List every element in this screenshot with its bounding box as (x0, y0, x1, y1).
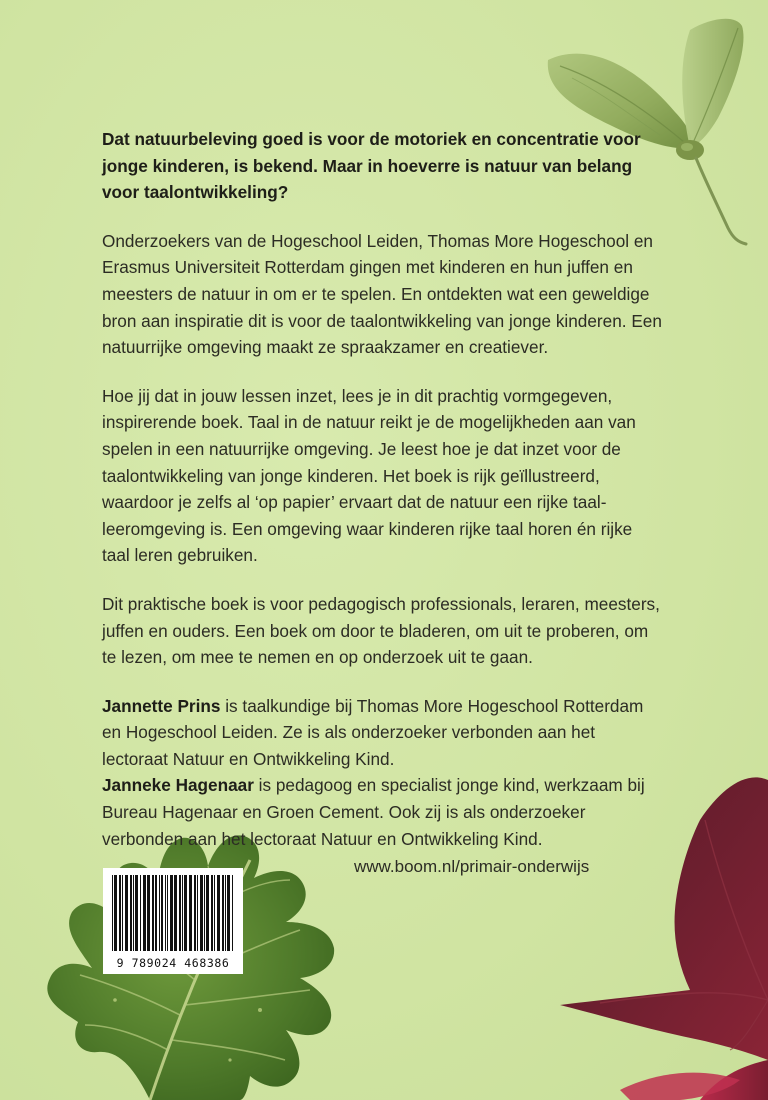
barcode-bar (170, 875, 173, 951)
barcode-bar (206, 875, 209, 951)
author-bio-1 (102, 693, 662, 773)
barcode-bar (200, 875, 203, 951)
barcode-bar (140, 875, 141, 951)
barcode-bar (165, 875, 166, 951)
intro-paragraph: Dat natuurbeleving goed is voor de motoriek en concentratie voor jonge kinderen, is bekend. Maar in hoeverre is natuur van belang voor taalontwikkeling? (102, 129, 641, 203)
barcode-bar (222, 875, 224, 951)
author-name-1: Jannette Prins (102, 695, 221, 716)
barcode-bar (161, 875, 163, 951)
barcode-bar (159, 875, 160, 951)
barcode-bars (104, 869, 242, 955)
barcode-bar (182, 875, 183, 951)
body-paragraph-2: Hoe jij dat in jouw lessen inzet, lees je in dit prachtig vormgegeven, inspirerende boek. Taal in de natuur reikt je de mogelijkheden aan van spelen in een natuurrijke omgeving. Je leest hoe je dat inzet voor de taalontwikkeling van jonge kinderen. Het boek is rijk geïllustreerd, waardoor je zelfs al ‘op papier’ ervaart dat de natuur een rijke taal-leeromgeving is. Een omgeving waar kinderen rijke taal horen én rijke taal leren gebruiken. (102, 385, 636, 566)
barcode-bar (204, 875, 205, 951)
barcode-bar (143, 875, 146, 951)
publisher-website-link[interactable]: www.boom.nl/primair-onderwijs (354, 857, 590, 876)
barcode-bar (133, 875, 134, 951)
body-paragraph-1: Onderzoekers van de Hogeschool Leiden, Thomas More Hogeschool en Erasmus Universiteit Rotterdam gingen met kinderen en hun juffen en meesters de natuur in om er te spelen. En ontdekten wat een geweldige bron aan inspiratie dit is voor de taalontwikkeling van jonge kinderen. Een natuurrijke omgeving maakt ze spraakzamer en creatiever. (102, 230, 662, 358)
author-name-2: Janneke Hagenaar (102, 775, 254, 796)
barcode-bar (194, 875, 196, 951)
isbn-number: 9 789024 468386 (116, 956, 230, 970)
barcode-bar (135, 875, 138, 951)
barcode-bar (112, 875, 113, 951)
barcode-bar (167, 875, 168, 951)
barcode-bar (217, 875, 220, 951)
barcode-bar (197, 875, 198, 951)
barcode-bar (179, 875, 181, 951)
barcode-bar (227, 875, 230, 951)
barcode-bar (225, 875, 226, 951)
barcode-bar (184, 875, 187, 951)
barcode-bar (147, 875, 150, 951)
isbn-barcode (103, 868, 243, 974)
barcode-bar (122, 875, 123, 951)
barcode-bar (155, 875, 157, 951)
barcode-bar (214, 875, 215, 951)
author-bio-text-1: is taalkundige bij Thomas More Hogeschool Rotterdam en Hogeschool Leiden. Ze is als onderzoeker verbonden aan het lectoraat Natuur en Ontwikkeling Kind. (102, 695, 644, 769)
barcode-bar (130, 875, 132, 951)
barcode-bar (119, 875, 121, 951)
barcode-bar (211, 875, 213, 951)
barcode-bar (174, 875, 177, 951)
barcode-bar (152, 875, 154, 951)
barcode-bar (232, 875, 233, 951)
author-bio-2 (102, 772, 662, 852)
barcode-bar (125, 875, 128, 951)
text-block (102, 126, 662, 852)
barcode-bar (189, 875, 192, 951)
author-bio-text-2: is pedagoog en specialist jonge kind, werkzaam bij Bureau Hagenaar en Groen Cement. Ook zij is als onderzoeker verbonden aan het lectoraat Natuur en Ontwikkeling Kind. (102, 775, 645, 849)
barcode-bar (114, 875, 117, 951)
body-paragraph-3: Dit praktische boek is voor pedagogisch professionals, leraren, meesters, juffen en ouders. Een boek om door te bladeren, om uit te proberen, om te lezen, om mee te nemen en op onderzoek uit te gaan. (102, 593, 660, 668)
